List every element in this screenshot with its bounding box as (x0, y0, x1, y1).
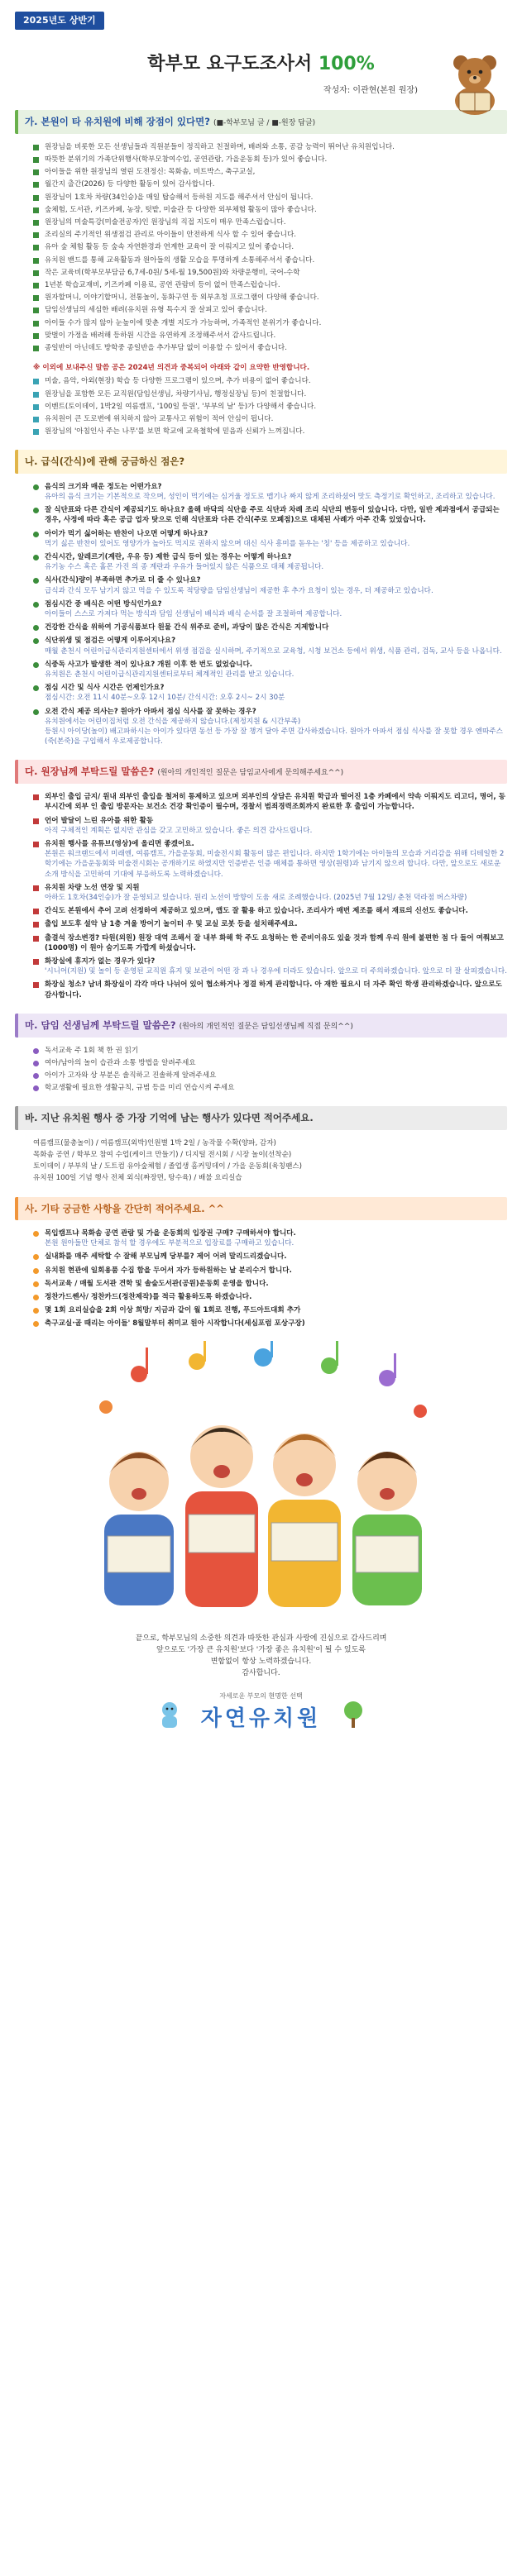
list-item-text: 조리실의 주기적인 위생점검 관리로 아이들이 안전하게 식사 할 수 있어 좋습니다. (45, 231, 297, 240)
ga-list-item (33, 205, 507, 215)
sa-question (33, 1305, 507, 1315)
ga-list2-item (33, 402, 507, 412)
ga-list-item (33, 193, 507, 203)
section-ma-header (15, 1014, 507, 1038)
bullet-icon (33, 1281, 39, 1287)
na-question (33, 623, 507, 632)
da-question (33, 792, 507, 812)
ga-list-item (33, 293, 507, 303)
na-question (33, 575, 507, 585)
list-item-text: 독서교육 주 1회 책 한 권 읽기 (45, 1046, 139, 1055)
na-question (33, 505, 507, 525)
list-item-text: 이벤트(토이데이, 1박2일 여름캠프, '100일 등원', '부부의 날' 등)가 다양해서 좋습니다. (45, 402, 317, 411)
bullet-icon (33, 195, 39, 201)
bullet-icon (33, 346, 39, 351)
bullet-icon (33, 484, 39, 490)
bullet-icon (33, 1073, 39, 1079)
ga-list-item (33, 343, 507, 353)
na-question (33, 660, 507, 670)
list-item-text: 1년분 학습교재비, 키즈카페 이용료, 공연 관람비 등이 없어 만족스럽습니다. (45, 281, 280, 290)
ga-list-item (33, 268, 507, 278)
question-text: 유치원 행사를 유튜브(영상)에 올리면 좋겠어요. (45, 840, 194, 849)
bullet-icon (33, 333, 39, 339)
na-answer: 유기농 수스 혹은 홀몬 가진 의 종 계란과 우유가 들어있지 않은 식품으로 대체 제공됩니다. (45, 563, 324, 572)
question-text: 건강한 간식을 위하여 기공식품보다 원물 간식 위주로 준비, 과당이 많은 간식은 지제합니다 (45, 623, 329, 632)
bullet-icon (33, 909, 39, 914)
question-text: 아이가 먹기 싫어하는 반찬이 나오면 어떻게 하나요? (45, 529, 208, 538)
bullet-icon (33, 308, 39, 313)
question-text: 점심 시간 및 식사 시간은 언제인가요? (45, 684, 165, 693)
list-item-text: 따뜻한 분위기의 가족단위행사(학부모참여수업, 공연관람, 가을운동회 등)가 있어 좋습니다. (45, 155, 328, 164)
question-text: 축구교실·골 때리는 아이들' 8월말부터 취미교 원아 시작합니다(세심포럼 포상구장) (45, 1319, 305, 1329)
question-text: 유치원 차량 노선 연장 및 지원 (45, 883, 140, 892)
list-item-text: 종일반이 아닌데도 방학중 종일반을 추가부담 없이 이용할 수 있어서 좋습니다. (45, 344, 287, 353)
section-ga-list2 (15, 376, 507, 436)
da-question (33, 919, 507, 929)
bullet-icon (33, 258, 39, 264)
children-singing-illustration (15, 1341, 507, 1622)
list-item-text: 미술, 음악, 아외(현장) 학습 등 다양한 프로그램이 있으며, 추가 비용이 없어 좋습니다. (45, 377, 311, 386)
ga-list-item (33, 167, 507, 177)
ba-line: 유치원 100일 기념 행사 전체 외식(짜장면, 탕수육) / 배불 요리실습 (33, 1174, 242, 1183)
list-item-text: 학교생활에 필요한 생활규칙, 규범 등을 미리 연습시켜 주세요 (45, 1084, 235, 1093)
bullet-icon (33, 169, 39, 175)
section-ga-list (15, 142, 507, 353)
bullet-icon (33, 885, 39, 891)
ga-list-item (33, 331, 507, 341)
bullet-icon (33, 417, 39, 422)
question-text: 몇 1회 요리실습을 2회 이상 희망/ 지금과 같이 월 1회로 진행, 푸드아트대회 추가 (45, 1306, 301, 1315)
na-answer: 점심시간: 오전 11시 40분~오후 12시 10분/ 간식시간: 오후 2시~ 2시 30분 (45, 694, 285, 703)
bullet-icon (33, 1295, 39, 1300)
da-answer: '시니어(지원) 및 놀이 등 운영된 교직원 휴지 및 보관이 어떤 장 과 나 경우에 더라도 있습니다. 앞으로 더 주의하겠습니다. 앞으로 더 잘 살피겠습니다. (45, 967, 507, 976)
section-ga-legend: (■-학부모님 글 / ■-원장 답글) (213, 119, 316, 128)
sa-question (33, 1319, 507, 1329)
ga-list-item (33, 318, 507, 328)
bullet-icon (33, 625, 39, 631)
da-answer: 아하도 1호차(34인승)가 잘 운영되고 있습니다. 원리 노선이 방향이 도움 새로 조례했습니다. (2025년 7월 12일/ 춘천 덕라점 버스차량) (45, 894, 467, 903)
list-item-text: 여아/남아의 놀이 습관과 소통 방법을 알려주세요 (45, 1058, 196, 1067)
ma-list-item (33, 1083, 507, 1093)
bullet-icon (33, 245, 39, 250)
ga-list2-item (33, 376, 507, 386)
question-text: 유치원 현관에 일회용품 수집 함을 두어서 자가 등하원하는 날 분리수거 합니다. (45, 1266, 292, 1275)
question-text: 간식도 본원에서 추어 고려 선정하여 제공하고 있으며, 앱도 잘 활용 하고 있습니다. 조리사가 매번 제조를 해서 재료의 신선도 좋습니다. (45, 907, 468, 916)
question-text: 점심시간 중 배식은 어떤 방식인가요? (45, 599, 162, 608)
section-ma-title: 마. 담임 선생님께 부탁드릴 말씀은? (25, 1018, 176, 1031)
title-main: 학부모 요구도조사서 (147, 53, 318, 74)
list-item-text: 유아 숲 체험 활동 등 숲속 자연환경과 연계한 교육이 잘 이뤄지고 있어 좋습니다. (45, 243, 295, 252)
closing-line-4: 감사합니다. (242, 1668, 280, 1677)
ga-list-item (33, 242, 507, 252)
bullet-icon (33, 1061, 39, 1066)
question-text: 화장실에 휴지가 없는 경우가 있다? (45, 957, 156, 966)
bullet-icon (33, 392, 39, 398)
bullet-icon (33, 295, 39, 301)
period-tag: 2025년도 상반기 (15, 12, 104, 30)
ga-list-item (33, 255, 507, 265)
bullet-icon (33, 1085, 39, 1091)
list-item-text: 유치원 밴드를 통해 교육활동과 원아들의 생활 모습을 투명하게 소통해주셔서 좋습니다. (45, 255, 315, 265)
na-answer: 유치원은 춘천시 어린이급식관리지원센터로부터 체계적인 관리를 받고 있습니다. (45, 670, 295, 680)
bullet-icon (33, 685, 39, 691)
na-question (33, 636, 507, 646)
list-item-text: 아이들 수가 많지 않아 눈높이에 맞춘 개별 지도가 가능하며, 가족적인 분위기가 좋습니다. (45, 318, 322, 327)
ga-list-item (33, 155, 507, 165)
da-answer: 아직 구체적인 계획은 없지만 관심을 갖고 고민하고 있습니다. 좋은 의견 감사드립니다. (45, 826, 313, 835)
bullet-icon (33, 794, 39, 800)
bullet-icon (33, 842, 39, 847)
child-mascot-icon (156, 1700, 184, 1728)
list-item-text: 아이가 고자와 상 부분은 솔직하고 진솔하게 알려주세요 (45, 1071, 217, 1080)
list-item-text: 원장님을 포함한 모든 교직원(담임선생님, 차량기사님, 행정실장님 등)이 친절합니다. (45, 389, 307, 398)
list-item-text: 원자할머니, 이야기할머니, 전통놀이, 동화구연 등 외부초청 프로그램이 다양해 좋습니다. (45, 293, 319, 303)
question-text: 오전 간식 제공 의사는? 원아가 아파서 점심 식사를 잘 못하는 경우? (45, 707, 256, 716)
section-sa-header (15, 1197, 507, 1220)
na-answer: 유아의 음식 크기는 기본적으로 작으며, 성인이 먹기에는 심거울 정도로 맵기나 짜지 않게 조리하셨어 맛도 측정기로 확인하고, 조리하고 있습니다. (45, 493, 496, 501)
da-question (33, 816, 507, 826)
question-text: 출결석 장소변경? 타원(외원) 원장 대역 조해서 잘 내부 화해 학 주도 요청하는 한 준비이유도 있을 것과 함께 우리 원에 불편한 점 다 들어 여쭤보고 (1000명) 이 원아 숨기도록 가깝게 하셨습니다. (45, 933, 504, 952)
section-ma-sub: (원아의 개인적인 질문은 담임선생님께 직접 문의^^) (179, 1022, 353, 1031)
page-title (15, 51, 507, 77)
na-answer: 유치원에서는 어린이집처럼 오전 간식을 제공하지 않습니다.(제정지원 & 시간부족) 등원시 아이당(놀이) 배고파하시는 아이가 있다면 동선 등 가장 잘 챙겨 달아 주면 감사하겠습니다. 원아가 아파서 점심 식사를 잘 못할 경우 엔따주스(죽(본죽)을 구입해서 우로제공합니다. (45, 717, 503, 747)
bullet-icon (33, 232, 39, 238)
question-text: 간식시간, 알레르기(계란, 우유 등) 제한 급식 등이 있는 경우는 어떻게 하나요? (45, 553, 292, 562)
section-ga-title: 가. 본원이 타 유치원에 비해 장점이 있다면? (25, 116, 210, 128)
ma-list-item (33, 1058, 507, 1068)
na-answer: 아이들이 스스로 가져다 먹는 방식과 담임 선생님이 배식과 배식 순서를 잘 조절하여 제공합니다. (45, 610, 342, 619)
list-item-text: 원장님의 미술특강(미술전공자)인 원장님의 직접 지도이 매우 만족스럽습니다. (45, 218, 286, 227)
da-question (33, 883, 507, 893)
list-item-text: 유치원이 큰 도로변에 위치하지 않아 교통사고 위험이 적어 안심이 됩니다. (45, 415, 274, 424)
bullet-icon (33, 638, 39, 644)
child-figure-3 (268, 1433, 341, 1607)
sa-answer: 본원 원아들만 단체로 참석 할 경우에도 부분적으로 입장료를 구매하고 있습니다. (45, 1239, 295, 1248)
section-ba-title: 바. 지난 유치원 행사 중 가장 기억에 남는 행사가 있다면 적어주세요. (25, 1112, 314, 1124)
question-text: 식사(간식)량이 부족하면 추가로 더 줄 수 있나요? (45, 576, 201, 585)
question-text: 목입캠프냐 목화솜 공연 관람 및 가을 운동회의 입장권 구매? 구매하셔야 합니다. (45, 1228, 296, 1238)
footer-brand: 자연유치원 (200, 1705, 322, 1731)
bullet-icon (33, 208, 39, 213)
sa-question (33, 1292, 507, 1302)
question-text: 실내화를 매주 세탁할 수 잘해 부모님께 당부를? 제어 어려 말리드리겠습니다. (45, 1252, 287, 1262)
bullet-icon (33, 1308, 39, 1314)
da-question (33, 956, 507, 966)
bullet-icon (33, 404, 39, 410)
section-na-header (15, 450, 507, 473)
sa-question (33, 1228, 507, 1238)
question-text: 독서교육 / 매월 도서관 견학 및 솔숲도서관(공원)운동회 운영을 합니다. (45, 1279, 269, 1288)
question-text: 화장실 청소? 남녀 화장실이 각각 마다 나뉘어 있어 협소하거나 정결 하게 관리합니다. 아 재한 필요시 더 자주 확인 학생 관리하겠습니다. 앞으로도 감사합니다. (45, 980, 502, 999)
da-question (33, 980, 507, 999)
closing-line-2: 앞으로도 '가장 큰 유치원'보다 '가장 좋은 유치원'이 될 수 있도록 (156, 1645, 366, 1654)
na-question (33, 599, 507, 609)
footer-logo (170, 1691, 352, 1734)
ga-list2-item (33, 414, 507, 424)
ga-list2-item (33, 427, 507, 436)
bullet-icon (33, 508, 39, 513)
question-text: 식단위생 및 점검은 어떻게 이루어지나요? (45, 637, 176, 646)
section-ba-lines (33, 1138, 507, 1184)
child-figure-4 (352, 1452, 422, 1605)
bullet-icon (33, 818, 39, 824)
section-na-title: 나. 급식(간식)에 관해 궁금하신 점은? (25, 456, 185, 468)
ma-list-item (33, 1046, 507, 1056)
child-figure-1 (104, 1452, 174, 1605)
list-item-text: 원장님의 '아침인사 주는 나무'를 보면 학교에 교육철학에 믿음과 신뢰가 느껴집니다. (45, 427, 305, 436)
bullet-icon (33, 578, 39, 584)
bullet-icon (33, 662, 39, 668)
ba-line: 목화솜 공연 / 학부모 참여 수업(케이크 만들기) / 디지털 전시회 / 시장 놀이(선착순) (33, 1151, 292, 1159)
bullet-icon (33, 532, 39, 537)
ga-list-item (33, 217, 507, 227)
bullet-icon (33, 157, 39, 163)
bullet-icon (33, 283, 39, 289)
ga-list-item (33, 142, 507, 152)
question-text: 음식의 크기와 매운 정도는 어떤가요? (45, 482, 162, 491)
title-percent: 100% (318, 53, 375, 74)
bullet-icon (33, 936, 39, 942)
na-question (33, 683, 507, 693)
na-question (33, 552, 507, 562)
closing-line-3: 변함없이 항상 노력하겠습니다. (210, 1657, 312, 1666)
sa-question (33, 1266, 507, 1276)
child-figure-2 (185, 1425, 258, 1607)
section-sa-title: 사. 기타 궁금한 사항을 간단히 적어주세요. ^^ (25, 1202, 224, 1214)
closing-message (15, 1634, 507, 1680)
da-question (33, 839, 507, 849)
section-da-header (15, 760, 507, 784)
question-text: 잘 식단표와 다른 간식이 제공되기도 하나요? 올해 바닥의 식단을 주로 식단과 차례 조리 식단의 변동이 있습니다. 다만, 일반 제과점에서 공급되는 경우, 사정에 따라 혹은 공급 업자 탓으로 인해 식단표와 다른 간식(주로 모폐점)으로 대체된 사례가 아주 간혹 있었습니다. (45, 506, 500, 525)
question-text: 정찬가드쎈사/ 정찬카드(정찬제작)를 적극 활용하도록 하겠습니다. (45, 1292, 252, 1301)
ga-list-item (33, 179, 507, 189)
author-line: 작성자: 이관현(본원 원장) (323, 85, 418, 95)
section-sa-qa (33, 1228, 507, 1329)
ga-list-item (33, 280, 507, 290)
bullet-icon (33, 321, 39, 327)
bullet-icon (33, 982, 39, 988)
list-item-text: 작은 교육비(학부모부담금 6,7세-0원/ 5세-월 19,500원)와 차량운행비, 국어-수학 (45, 268, 300, 277)
bullet-icon (33, 1268, 39, 1274)
da-answer: 본원은 워크랜드에서 미래엔, 여름캠프, 가을운동회, 미술전시회 활동이 많은 편입니다. 하지만 1학기에는 아이들의 모습과 거리감을 위해 디테일한 2학기에는 가을운동회와 미술전시회는 공개하기로 하였지만 인증받은 인증 매체를 통하면 영상(원령)과 남기지 않으려 합니다. 다만, 앞으로도 새로운 소개 방식을 고민하여 기대에 부응하도록 노력하겠습니다. (45, 850, 505, 879)
tree-icon (339, 1700, 367, 1728)
na-question (33, 707, 507, 717)
list-item-text: 원장님을 비롯한 모든 선생님들과 직원분들이 정직하고 친절하며, 배려와 소통, 공감 능력이 뛰어난 유치원입니다. (45, 142, 395, 151)
bullet-icon (33, 429, 39, 435)
bullet-icon (33, 922, 39, 928)
section-ba-header (15, 1106, 507, 1129)
na-answer: 매월 춘천시 어린이급식관리지원센터에서 위생 점검을 실시하며, 주기적으로 교육청, 시청 보건소 등에서 위생, 식품 관리, 검독, 교사 등을 나옵니다. (45, 646, 502, 656)
bullet-icon (33, 220, 39, 226)
bullet-icon (33, 182, 39, 188)
bullet-icon (33, 1254, 39, 1260)
list-item-text: 숲체험, 도서관, 키즈카페, 농장, 텃밭, 미술관 등 다양한 외부체험 활동이 많아 좋습니다. (45, 205, 317, 214)
bullet-icon (33, 270, 39, 276)
bullet-icon (33, 1321, 39, 1327)
ga-list2-item (33, 389, 507, 399)
ba-line: 여름캠프(물총놀이) / 여름캠프(외박)인원별 1박 2일 / 농작물 수확(양파, 감자) (33, 1138, 276, 1147)
na-question (33, 482, 507, 492)
section-da-qa (33, 792, 507, 1000)
ba-line: 토이데이 / 부부의 날 / 도트컴 유아숲체험 / 졸업생 홈커밍데이 / 가을 운동회(육칭팬스) (33, 1162, 303, 1171)
section-ma-list (15, 1046, 507, 1094)
bullet-icon (33, 145, 39, 150)
na-answer: 먹기 싫은 반찬이 있어도 영양가가 높아도 먹지로 권하지 않으며 대신 식사 흥미를 돋우는 '칭' 등을 제공하고 있습니다. (45, 539, 410, 548)
section-da-title: 다. 원장님께 부탁드릴 말씀은? (25, 766, 155, 778)
na-answer: 급식과 간식 모두 남기지 않고 먹을 수 있도록 적당량을 담임선생님이 제공한 후 추가 요청이 있는 경우, 더 제공하고 있습니다. (45, 586, 433, 595)
footer-slogan: 자세로운 부모의 현명한 선택 (219, 1691, 303, 1700)
section-da-sub: (원아의 개인적인 질문은 담임교사에게 문의해주세요^^) (157, 769, 344, 778)
teddy-bear-icon (446, 50, 504, 116)
list-item-text: 담임선생님의 세심한 배려(유치원 유형 특수지 잘 살피고 있어 좋습니다. (45, 306, 267, 315)
list-item-text: 맞벌이 가정을 배려해 등하원 시간을 유연하게 조정해주셔서 감사드립니다. (45, 331, 276, 340)
section-na-qa (33, 482, 507, 747)
sa-question (33, 1252, 507, 1262)
bullet-icon (33, 959, 39, 965)
section-ga-header (15, 110, 507, 134)
section-ga-note: ※ 이외에 보내주신 말씀 공은 2024년 의견과 중복되어 아래와 같이 요약한 반영합니다. (33, 364, 310, 373)
question-text: 외부인 출입 금지/ 원내 외부인 출입을 철저히 통제하고 있으며 외부인의 상담은 유치원 학급과 떨어진 1층 카페에서 약속 이뤄지도 리고디, 명어, 동부시간에 외부 인 출입 방문자는 보건소 건강 확인증이 필수며, 경찰서 범죄경력조회까지 완료한 후 출입이 가능합니다. (45, 793, 505, 812)
bullet-icon (33, 555, 39, 561)
question-text: 출입 보도후 설악 남 1층 겨울 방어기 놀이터 우 및 교실 로봇 등을 설치해주세요. (45, 920, 298, 929)
ga-list-item (33, 230, 507, 240)
sa-question (33, 1279, 507, 1289)
bullet-icon (33, 379, 39, 384)
list-item-text: 원장님이 1호차 차량(34인승)을 매일 탑승해서 등하원 지도를 해주셔서 안심이 됩니다. (45, 193, 314, 202)
na-question (33, 529, 507, 539)
list-item-text: 아이들을 위한 원장님의 열린 도전정신: 목화솜, 비트박스, 축구교실, (45, 168, 256, 177)
da-question (33, 933, 507, 953)
question-text: 언어 발달이 느린 유아를 위한 활동 (45, 816, 154, 825)
bullet-icon (33, 709, 39, 715)
ga-list-item (33, 305, 507, 315)
question-text: 식중독 사고가 발생한 적이 있나요? 개원 이후 한 번도 없었습니다. (45, 660, 253, 669)
list-item-text: 월간지 출간(2026) 등 다양한 활동이 있어 감사합니다. (45, 180, 215, 189)
bullet-icon (33, 602, 39, 608)
bullet-icon (33, 1048, 39, 1054)
ma-list-item (33, 1071, 507, 1080)
closing-line-1: 끝으로, 학부모님의 소중한 의견과 따뜻한 관심과 사랑에 진심으로 감사드리며 (135, 1634, 387, 1643)
da-question (33, 906, 507, 916)
bullet-icon (33, 1231, 39, 1237)
